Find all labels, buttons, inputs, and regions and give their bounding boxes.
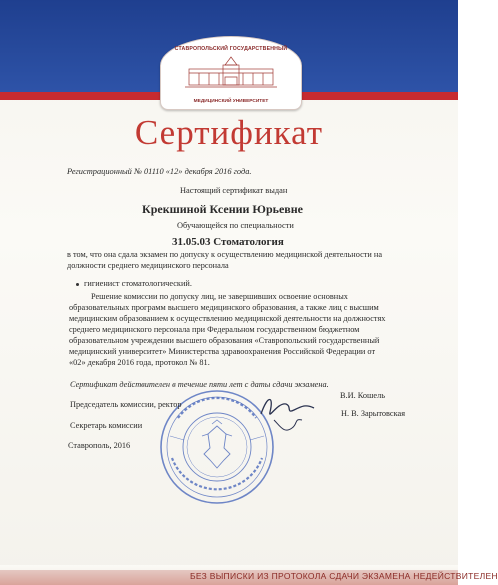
logo-bottom-text: МЕДИЦИНСКИЙ УНИВЕРСИТЕТ — [193, 99, 269, 104]
chair-label: Председатель комиссии, ректор — [70, 400, 182, 409]
chair-name: В.И. Кошель — [340, 391, 386, 400]
issued-line: Настоящий сертификат выдан — [180, 186, 288, 195]
handwritten-signature — [258, 390, 318, 438]
specialty: 31.05.03 Стоматология — [172, 236, 284, 248]
decision-line-3: медицинским образованием к осуществлению медицинской деятельности на должностях — [69, 314, 386, 323]
place-year: Ставрополь, 2016 — [68, 441, 131, 450]
secretary-label: Секретарь комиссии — [70, 421, 143, 430]
registration-line: Регистрационный № 01110 «12» декабря 2016 года. — [67, 167, 252, 176]
university-building-icon — [181, 55, 281, 91]
decision-line-2: образовательных программ высшего медицинского образования, а также лиц с высшим — [69, 303, 379, 312]
body-line-2: должности среднего медицинского персонала — [67, 261, 229, 270]
body-line-1: в том, что она сдала экзамен по допуску к осуществлению медицинской деятельности на — [67, 250, 383, 259]
university-logo — [160, 36, 302, 110]
logo-top-text: СТАВРОПОЛЬСКИЙ ГОСУДАРСТВЕННЫЙ — [174, 46, 288, 52]
decision-line-1: Решение комиссии по допуску лиц, не завершивших освоение основных — [91, 292, 348, 301]
footer-note: БЕЗ ВЫПИСКИ ИЗ ПРОТОКОЛА СДАЧИ ЭКЗАМЕНА НЕДЕЙСТВИТЕЛЕН — [190, 571, 498, 581]
decision-line-5: образовательном учреждении высшего образования «Ставропольский государственный — [69, 336, 380, 345]
decision-line-6: медицинский университет» Министерства здравоохранения Российской Федерации от — [69, 347, 376, 356]
validity-note: Сертификат действителен в течение пяти лет с даты сдачи экзамена. — [70, 380, 329, 389]
certificate-title: Сертификат — [134, 113, 324, 152]
secretary-name: Н. В. Зарытовская — [341, 409, 406, 418]
decision-line-4: среднего медицинского персонала при Федеральном государственном бюджетном — [69, 325, 360, 334]
bullet-text: гигиенист стоматологический. — [84, 279, 192, 288]
bullet-icon — [76, 283, 79, 286]
recipient-name: Крекшиной Ксении Юрьевне — [142, 202, 304, 216]
studying-line: Обучающейся по специальности — [177, 221, 294, 230]
decision-line-7: «02» декабря 2016 года, протокол № 81. — [69, 358, 210, 367]
